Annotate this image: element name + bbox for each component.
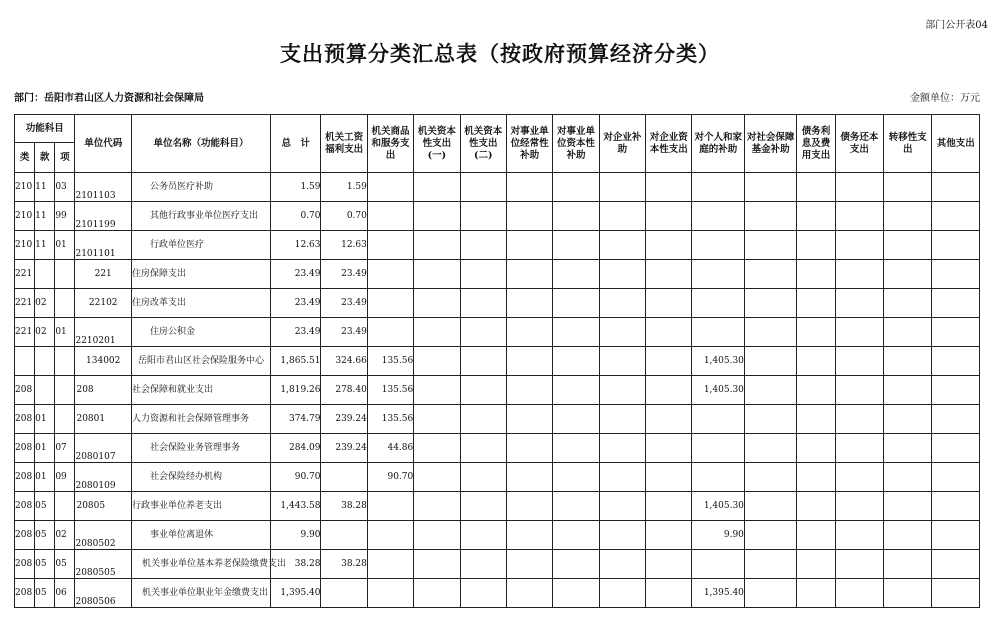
header-col-12: 债务还本支出 xyxy=(835,115,883,173)
page-title: 支出预算分类汇总表（按政府预算经济分类） xyxy=(280,41,720,66)
cell-col-2 xyxy=(367,550,413,579)
cell-col-2: 44.86 xyxy=(367,434,413,463)
table-row xyxy=(15,521,980,550)
cell-kuan: 05 xyxy=(35,492,55,521)
cell-col-9 xyxy=(692,318,744,347)
table-row xyxy=(15,405,980,434)
cell-col-2: 135.56 xyxy=(367,405,413,434)
cell-xiang: 05 xyxy=(55,550,75,579)
table-row xyxy=(15,260,980,289)
cell-col-1: 38.28 xyxy=(321,550,367,579)
header-col-6: 对事业单位资本性补助 xyxy=(553,115,599,173)
cell-col-2 xyxy=(367,173,413,202)
cell-unit-code: 22102 xyxy=(75,289,131,318)
cell-lei: 208 xyxy=(15,434,35,463)
cell-col-1: 239.24 xyxy=(321,434,367,463)
cell-col-9 xyxy=(692,434,744,463)
cell-unit-code: 134002 xyxy=(75,347,131,376)
cell-unit-name: 社会保险业务管理事务 xyxy=(131,434,270,463)
header-col-7: 对企业补助 xyxy=(599,115,645,173)
cell-unit-name: 社会保险经办机构 xyxy=(131,463,270,492)
cell-kuan: 02 xyxy=(35,318,55,347)
cell-kuan: 01 xyxy=(35,434,55,463)
cell-col-9: 1,405.30 xyxy=(692,376,744,405)
cell-kuan xyxy=(35,376,55,405)
cell-unit-code: 2080506 xyxy=(75,579,131,608)
cell-lei: 208 xyxy=(15,463,35,492)
cell-unit-code: 2080109 xyxy=(75,463,131,492)
table-row xyxy=(15,347,980,376)
cell-xiang: 02 xyxy=(55,521,75,550)
cell-total: 9.90 xyxy=(271,521,321,550)
cell-unit-name: 社会保障和就业支出 xyxy=(131,376,270,405)
table-row xyxy=(15,492,980,521)
cell-col-1: 23.49 xyxy=(321,260,367,289)
cell-col-9: 1,405.30 xyxy=(692,492,744,521)
cell-lei: 208 xyxy=(15,579,35,608)
cell-unit-code: 208 xyxy=(75,376,131,405)
header-unit-code: 单位代码 xyxy=(75,115,131,173)
cell-total: 12.63 xyxy=(271,231,321,260)
cell-unit-code: 221 xyxy=(75,260,131,289)
cell-unit-name: 行政事业单位养老支出 xyxy=(131,492,270,521)
table-row xyxy=(15,289,980,318)
cell-lei: 210 xyxy=(15,231,35,260)
cell-col-9 xyxy=(692,202,744,231)
cell-col-9 xyxy=(692,289,744,318)
cell-col-2 xyxy=(367,202,413,231)
cell-unit-name: 行政单位医疗 xyxy=(131,231,270,260)
cell-col-1: 324.66 xyxy=(321,347,367,376)
department-label: 部门：岳阳市君山区人力资源和社会保障局 xyxy=(14,93,204,104)
cell-lei: 208 xyxy=(15,376,35,405)
header-col-2: 机关商品和服务支出 xyxy=(367,115,413,173)
header-col-4: 机关资本性支出(二) xyxy=(460,115,506,173)
cell-kuan: 01 xyxy=(35,463,55,492)
cell-col-1 xyxy=(321,463,367,492)
header-col-1: 机关工资福利支出 xyxy=(321,115,367,173)
cell-col-2 xyxy=(367,231,413,260)
table-row xyxy=(15,173,980,202)
cell-col-9 xyxy=(692,550,744,579)
cell-col-1: 23.49 xyxy=(321,289,367,318)
cell-col-2 xyxy=(367,492,413,521)
cell-lei: 210 xyxy=(15,173,35,202)
cell-kuan: 05 xyxy=(35,550,55,579)
cell-total: 1.59 xyxy=(271,173,321,202)
cell-kuan xyxy=(35,260,55,289)
cell-col-1: 23.49 xyxy=(321,318,367,347)
cell-lei: 210 xyxy=(15,202,35,231)
cell-total: 38.28 xyxy=(271,550,321,579)
cell-total: 23.49 xyxy=(271,289,321,318)
cell-unit-code: 2080505 xyxy=(75,550,131,579)
cell-unit-name: 机关事业单位基本养老保险缴费支出 xyxy=(131,550,270,579)
cell-xiang: 03 xyxy=(55,173,75,202)
header-col-11: 债务利息及费用支出 xyxy=(797,115,835,173)
cell-kuan: 05 xyxy=(35,579,55,608)
cell-xiang xyxy=(55,376,75,405)
cell-col-2 xyxy=(367,260,413,289)
cell-col-2: 135.56 xyxy=(367,347,413,376)
cell-col-2: 135.56 xyxy=(367,376,413,405)
table-row xyxy=(15,376,980,405)
cell-lei: 208 xyxy=(15,521,35,550)
cell-lei: 221 xyxy=(15,260,35,289)
cell-total: 23.49 xyxy=(271,318,321,347)
cell-kuan: 01 xyxy=(35,405,55,434)
cell-col-9: 9.90 xyxy=(692,521,744,550)
header-lei: 类 xyxy=(15,143,35,173)
cell-unit-name: 事业单位离退休 xyxy=(131,521,270,550)
header-func-group: 功能科目 xyxy=(15,115,75,143)
cell-col-1 xyxy=(321,521,367,550)
cell-unit-code: 2101103 xyxy=(75,173,131,202)
cell-kuan: 11 xyxy=(35,173,55,202)
cell-kuan: 02 xyxy=(35,289,55,318)
cell-lei: 208 xyxy=(15,492,35,521)
cell-total: 1,819.26 xyxy=(271,376,321,405)
header-total: 总 计 xyxy=(271,115,321,173)
cell-total: 1,443.58 xyxy=(271,492,321,521)
cell-unit-code: 2080107 xyxy=(75,434,131,463)
cell-xiang xyxy=(55,260,75,289)
cell-total: 284.09 xyxy=(271,434,321,463)
cell-col-9: 1,395.40 xyxy=(692,579,744,608)
cell-xiang: 07 xyxy=(55,434,75,463)
table-row xyxy=(15,318,980,347)
cell-lei: 208 xyxy=(15,405,35,434)
cell-col-1 xyxy=(321,579,367,608)
cell-lei: 221 xyxy=(15,289,35,318)
table-row xyxy=(15,231,980,260)
cell-col-2 xyxy=(367,289,413,318)
cell-unit-name: 岳阳市君山区社会保险服务中心 xyxy=(131,347,270,376)
cell-col-1: 38.28 xyxy=(321,492,367,521)
cell-unit-name: 住房保障支出 xyxy=(131,260,270,289)
header-kuan: 款 xyxy=(35,143,55,173)
cell-unit-code: 20801 xyxy=(75,405,131,434)
cell-total: 0.70 xyxy=(271,202,321,231)
cell-col-9 xyxy=(692,405,744,434)
cell-total: 1,395.40 xyxy=(271,579,321,608)
header-col-8: 对企业资本性支出 xyxy=(646,115,692,173)
table-row xyxy=(15,434,980,463)
cell-col-2 xyxy=(367,579,413,608)
cell-lei: 208 xyxy=(15,550,35,579)
header-xiang: 项 xyxy=(55,143,75,173)
cell-unit-name: 公务员医疗补助 xyxy=(131,173,270,202)
cell-unit-code: 2210201 xyxy=(75,318,131,347)
cell-col-9 xyxy=(692,173,744,202)
expenditure-table xyxy=(14,114,980,608)
cell-unit-code: 2080502 xyxy=(75,521,131,550)
cell-col-2: 90.70 xyxy=(367,463,413,492)
table-row xyxy=(15,202,980,231)
cell-xiang: 01 xyxy=(55,318,75,347)
cell-xiang xyxy=(55,492,75,521)
cell-lei: 221 xyxy=(15,318,35,347)
form-number: 部门公开表04 xyxy=(925,20,988,31)
table-row xyxy=(15,463,980,492)
cell-unit-name: 其他行政事业单位医疗支出 xyxy=(131,202,270,231)
header-col-13: 转移性支出 xyxy=(884,115,932,173)
cell-lei xyxy=(15,347,35,376)
cell-kuan: 11 xyxy=(35,202,55,231)
cell-col-1: 12.63 xyxy=(321,231,367,260)
cell-unit-code: 2101101 xyxy=(75,231,131,260)
cell-kuan: 05 xyxy=(35,521,55,550)
cell-xiang: 01 xyxy=(55,231,75,260)
cell-xiang xyxy=(55,347,75,376)
cell-col-1: 239.24 xyxy=(321,405,367,434)
cell-col-1: 1.59 xyxy=(321,173,367,202)
cell-col-9 xyxy=(692,463,744,492)
cell-unit-name: 住房公积金 xyxy=(131,318,270,347)
header-col-3: 机关资本性支出(一) xyxy=(414,115,460,173)
cell-unit-name: 住房改革支出 xyxy=(131,289,270,318)
cell-unit-code: 2101199 xyxy=(75,202,131,231)
cell-unit-name: 人力资源和社会保障管理事务 xyxy=(131,405,270,434)
cell-total: 374.79 xyxy=(271,405,321,434)
cell-unit-code: 20805 xyxy=(75,492,131,521)
cell-col-9: 1,405.30 xyxy=(692,347,744,376)
cell-col-2 xyxy=(367,521,413,550)
header-unit-name: 单位名称（功能科目） xyxy=(131,115,270,173)
header-col-14: 其他支出 xyxy=(932,115,980,173)
cell-kuan xyxy=(35,347,55,376)
header-col-5: 对事业单位经常性补助 xyxy=(506,115,552,173)
cell-col-9 xyxy=(692,260,744,289)
cell-xiang xyxy=(55,289,75,318)
cell-unit-name: 机关事业单位职业年金缴费支出 xyxy=(131,579,270,608)
cell-col-1: 0.70 xyxy=(321,202,367,231)
cell-xiang xyxy=(55,405,75,434)
header-col-9: 对个人和家庭的补助 xyxy=(692,115,744,173)
cell-total: 90.70 xyxy=(271,463,321,492)
table-row xyxy=(15,550,980,579)
cell-xiang: 09 xyxy=(55,463,75,492)
cell-col-1: 278.40 xyxy=(321,376,367,405)
cell-kuan: 11 xyxy=(35,231,55,260)
table-row xyxy=(15,579,980,608)
amount-unit-label: 金额单位：万元 xyxy=(910,93,980,104)
cell-col-2 xyxy=(367,318,413,347)
cell-total: 23.49 xyxy=(271,260,321,289)
cell-xiang: 99 xyxy=(55,202,75,231)
cell-total: 1,865.51 xyxy=(271,347,321,376)
cell-xiang: 06 xyxy=(55,579,75,608)
header-col-10: 对社会保障基金补助 xyxy=(744,115,796,173)
cell-col-9 xyxy=(692,231,744,260)
